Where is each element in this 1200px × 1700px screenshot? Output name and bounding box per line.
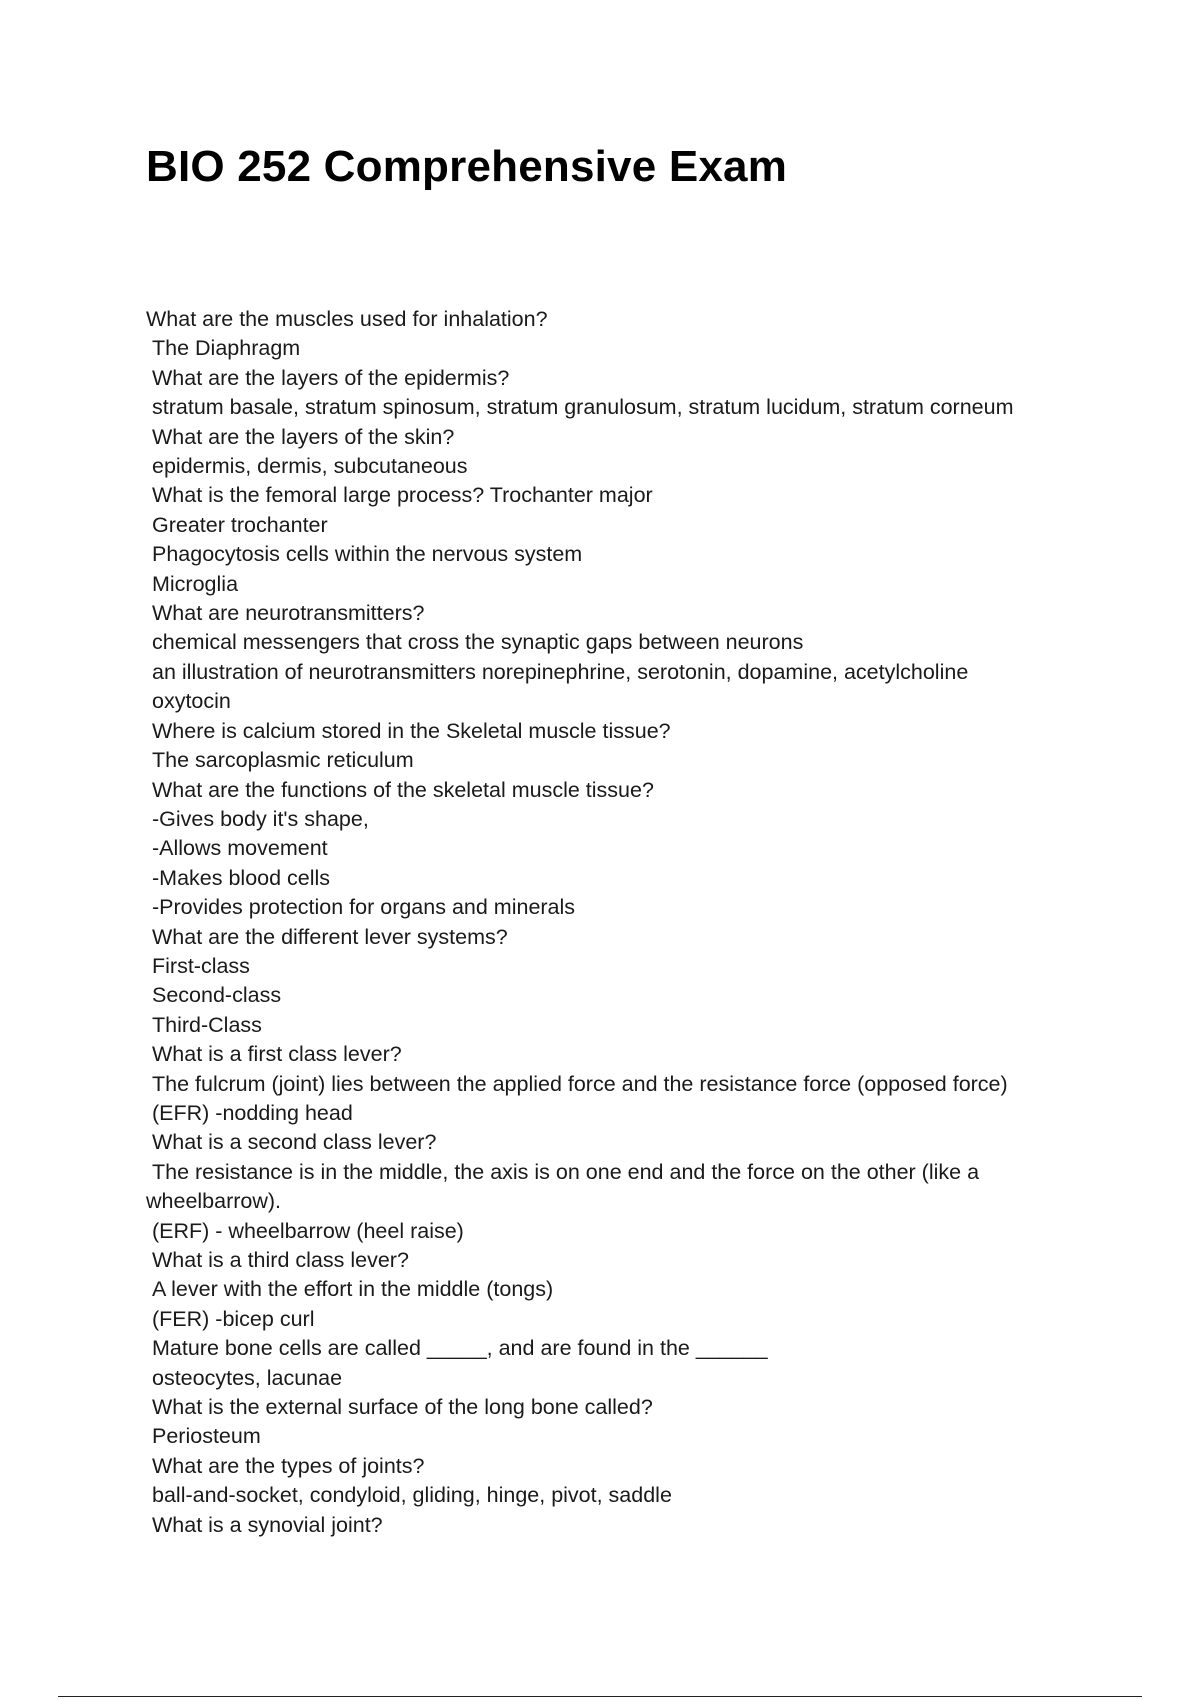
text-line: Greater trochanter bbox=[152, 512, 328, 537]
text-line: What is a synovial joint? bbox=[152, 1512, 383, 1537]
text-line: (FER) -bicep curl bbox=[152, 1306, 315, 1331]
text-line: What are the different lever systems? bbox=[152, 924, 508, 949]
text-line: epidermis, dermis, subcutaneous bbox=[152, 454, 468, 479]
footer-divider bbox=[58, 1696, 1142, 1697]
text-line: The fulcrum (joint) lies between the applied force and the resistance force (opposed force) bbox=[152, 1071, 1008, 1096]
document-title: BIO 252 Comprehensive Exam bbox=[146, 142, 788, 191]
text-line: (ERF) - wheelbarrow (heel raise) bbox=[152, 1218, 464, 1243]
text-line: -Makes blood cells bbox=[152, 865, 331, 890]
text-line: What are neurotransmitters? bbox=[152, 601, 425, 626]
text-line: an illustration of neurotransmitters norepinephrine, serotonin, dopamine, acetylcholine bbox=[152, 659, 969, 684]
study-notes-list bbox=[146, 305, 1066, 1540]
text-line: Microglia bbox=[152, 571, 239, 596]
text-line: osteocytes, lacunae bbox=[152, 1365, 343, 1390]
text-line: -Provides protection for organs and minerals bbox=[152, 895, 576, 920]
text-line: What are the functions of the skeletal muscle tissue? bbox=[152, 777, 654, 802]
text-line: Third-Class bbox=[152, 1012, 262, 1037]
text-line: What is a third class lever? bbox=[152, 1248, 409, 1272]
text-line: -Allows movement bbox=[152, 836, 328, 861]
text-line: oxytocin bbox=[152, 689, 231, 714]
text-line: (EFR) -nodding head bbox=[152, 1100, 353, 1125]
text-line: What are the layers of the skin? bbox=[152, 424, 455, 449]
text-line: First-class bbox=[152, 953, 250, 978]
text-line: stratum basale, stratum spinosum, stratum granulosum, stratum lucidum, stratum corneum bbox=[152, 395, 1014, 420]
text-line: Phagocytosis cells within the nervous system bbox=[152, 542, 583, 567]
text-line: Mature bone cells are called _____, and are found in the ______ bbox=[152, 1336, 768, 1361]
text-line: Periosteum bbox=[152, 1424, 261, 1449]
text-line: What are the types of joints? bbox=[152, 1453, 425, 1478]
text-line: What are the layers of the epidermis? bbox=[152, 365, 510, 390]
text-line: chemical messengers that cross the synaptic gaps between neurons bbox=[152, 630, 804, 655]
text-line: The resistance is in the middle, the axis is on one end and the force on the other (like a bbox=[152, 1159, 980, 1184]
text-line: Where is calcium stored in the Skeletal muscle tissue? bbox=[152, 718, 671, 743]
text-line: The Diaphragm bbox=[152, 336, 301, 361]
text-line: What is the femoral large process? Trochanter major bbox=[152, 483, 653, 508]
text-line: The sarcoplasmic reticulum bbox=[152, 748, 414, 773]
text-line: What are the muscles used for inhalation? bbox=[146, 307, 548, 331]
text-line: Second-class bbox=[152, 983, 282, 1008]
text-line: What is the external surface of the long bone called? bbox=[152, 1395, 653, 1420]
text-line: wheelbarrow). bbox=[146, 1189, 282, 1214]
text-line: What is a second class lever? bbox=[152, 1130, 437, 1155]
text-line: -Gives body it's shape, bbox=[152, 806, 369, 831]
text-line: ball-and-socket, condyloid, gliding, hinge, pivot, saddle bbox=[152, 1483, 672, 1508]
text-line: A lever with the effort in the middle (tongs) bbox=[152, 1277, 554, 1302]
text-line: What is a first class lever? bbox=[152, 1042, 402, 1067]
